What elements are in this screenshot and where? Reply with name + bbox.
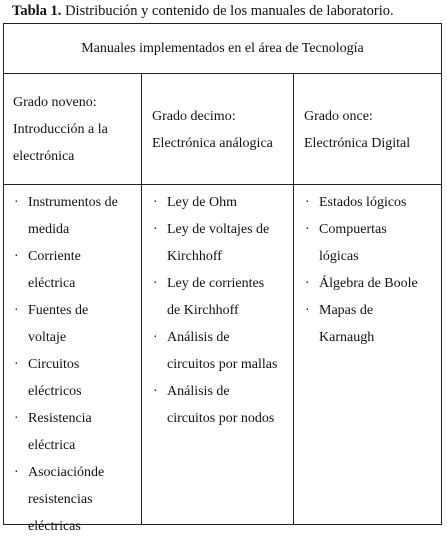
bullet-icon: · [305,222,310,237]
bullet-icon: · [14,465,19,480]
list-item: · Análisis de circuitos por nodos [147,378,292,432]
caption-label: Tabla 1. [12,3,62,19]
grade-line: Electrónica Digital [304,135,411,151]
bullet-icon: · [153,330,158,345]
bullet-icon: · [14,411,19,426]
list-item: · Instrumentos de medida [8,189,140,243]
table-header: Manuales implementados en el área de Tecnología [4,24,441,74]
list-item: · Ley de voltajes de Kirchhoff [147,216,292,270]
items-list-once [299,185,441,351]
list-item: · Corriente eléctrica [8,243,140,297]
list-item: · Ley de corrientes de Kirchhoff [147,270,292,324]
list-item: · Ley de Ohm [147,189,292,216]
grade-line: Grado decimo: [152,108,236,124]
grade-line: Grado noveno: [13,95,97,110]
caption-text: Distribución y contenido de los manuales de laboratorio. [61,3,394,19]
list-item: · Resistencia eléctrica [8,405,140,459]
table-caption [12,2,442,20]
bullet-icon: · [153,384,158,399]
list-item: · Mapas de Karnaugh [299,297,441,351]
grade-line: Introducción a la [13,122,108,137]
bullet-icon: · [153,276,158,291]
column-divider [293,74,294,524]
column-divider [141,74,142,524]
grade-cell-decimo [152,75,292,184]
grade-line: Electrónica análogica [152,135,273,151]
list-item: · Compuertas lógicas [299,216,441,270]
list-item: · Estados lógicos [299,189,441,216]
bullet-icon: · [14,357,19,372]
grade-cell-noveno [13,75,139,184]
list-item: · Álgebra de Boole [299,270,441,297]
list-item: · Fuentes de voltaje [8,297,140,351]
items-list-noveno [8,185,140,540]
bullet-icon: · [153,222,158,237]
list-item: · Asociaciónde resistencias eléctricas [8,459,140,540]
bullet-icon: · [14,249,19,264]
grade-cell-once [304,75,440,184]
bullet-icon: · [14,303,19,318]
grade-line: electrónica [13,149,75,164]
bullet-icon: · [305,303,310,318]
bullet-icon: · [305,195,310,210]
manuals-table [3,23,442,534]
bullet-icon: · [14,195,19,210]
bullet-icon: · [153,195,158,210]
list-item: · Circuitos eléctricos [8,351,140,405]
items-list-decimo [147,185,292,432]
list-item: · Análisis de circuitos por mallas [147,324,292,378]
bullet-icon: · [305,276,310,291]
grade-line: Grado once: [304,108,373,124]
